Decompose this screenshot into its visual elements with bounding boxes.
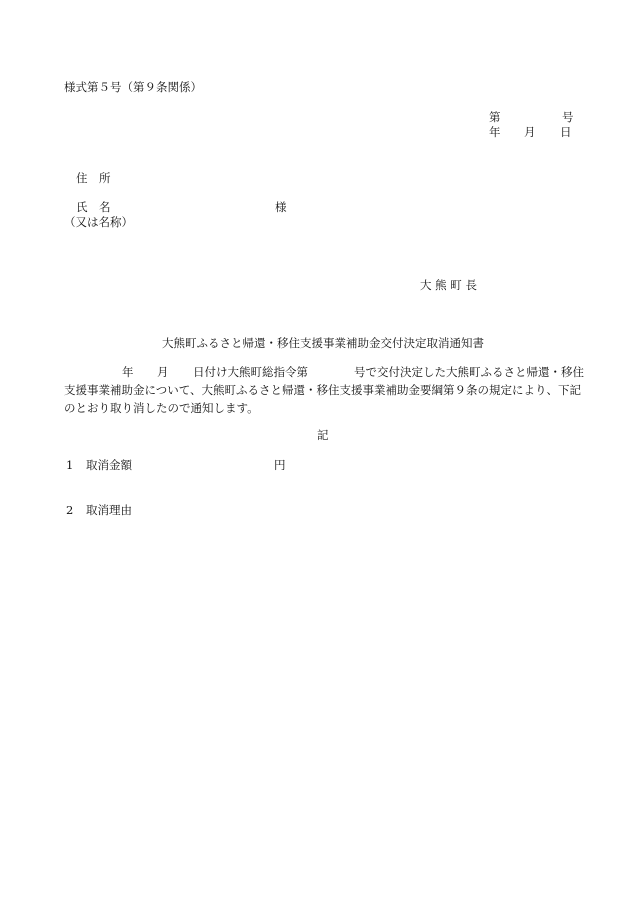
item-1-number: 1 — [66, 458, 74, 472]
name-note: （又は名称） — [64, 215, 133, 229]
name-label: 氏 名 — [76, 200, 111, 214]
sender-name: 大 熊 町 長 — [420, 278, 477, 292]
item-2-number: 2 — [66, 503, 74, 517]
document-title: 大熊町ふるさと帰還・移住支援事業補助金交付決定取消通知書 — [162, 336, 484, 350]
honorific: 様 — [275, 200, 287, 214]
document-number-suffix: 号 — [562, 110, 574, 124]
item-1-unit: 円 — [274, 458, 286, 472]
ki-heading: 記 — [317, 428, 329, 442]
date-day: 日 — [560, 125, 572, 139]
body-year: 年 — [122, 365, 134, 379]
body-day-text: 日付け大熊町総指令第 — [193, 365, 308, 379]
body-line-3: のとおり取り消したので通知します。 — [64, 401, 259, 415]
notice-body — [64, 363, 584, 417]
date-month: 月 — [524, 125, 536, 139]
item-2-label: 取消理由 — [86, 503, 132, 517]
body-month: 月 — [157, 365, 169, 379]
form-label: 様式第５号（第９条関係） — [64, 80, 202, 94]
address-label: 住 所 — [76, 171, 111, 185]
body-rest-line1: 号で交付決定した大熊町ふるさと帰還・移住 — [354, 365, 584, 379]
date-year: 年 — [489, 125, 501, 139]
body-line-2: 支援事業補助金について、大熊町ふるさと帰還・移住支援事業補助金要綱第９条の規定により、下記 — [64, 383, 582, 397]
document-number-prefix: 第 — [489, 110, 501, 124]
item-1-label: 取消金額 — [86, 458, 132, 472]
body-line-1 — [64, 363, 584, 381]
